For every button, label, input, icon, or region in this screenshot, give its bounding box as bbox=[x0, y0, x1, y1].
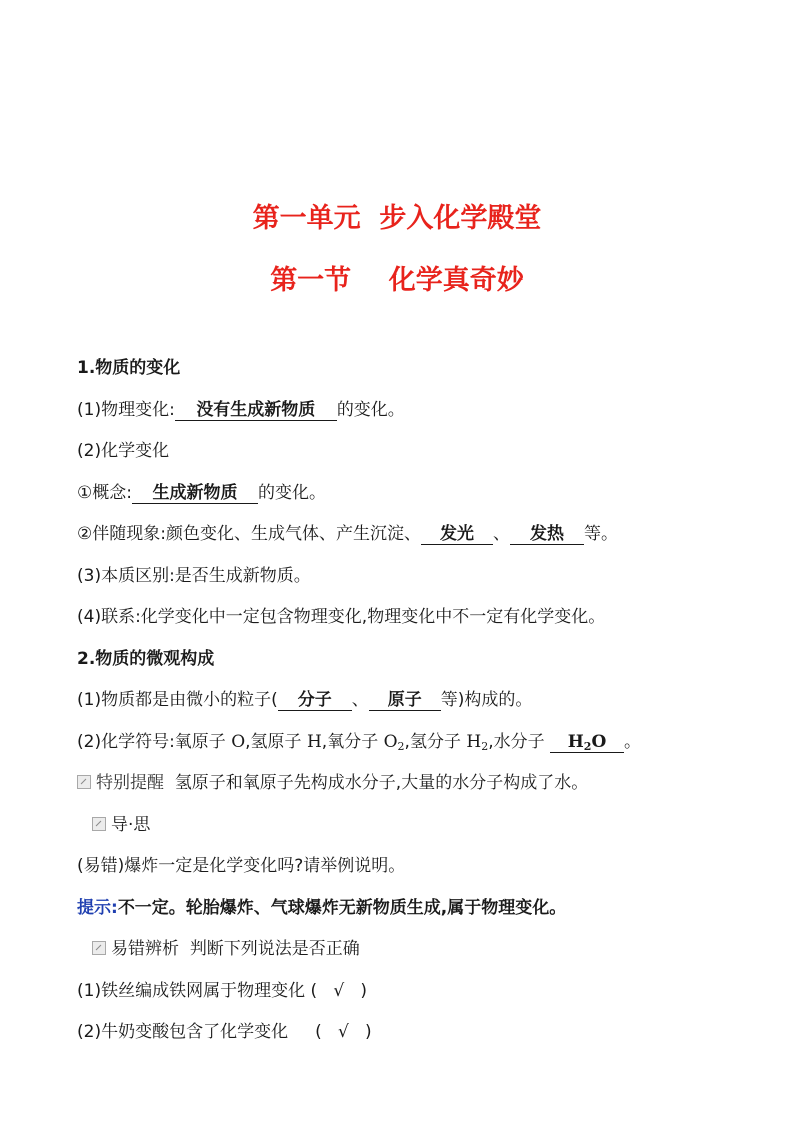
answer-blank: 分子 bbox=[278, 690, 352, 711]
guide-think bbox=[92, 814, 150, 836]
tip-label: 特别提醒 bbox=[96, 773, 164, 793]
answer-blank: 原子 bbox=[369, 690, 441, 711]
judge-label: 易错辨析 bbox=[111, 939, 179, 959]
section-name: 化学真奇妙 bbox=[388, 265, 524, 296]
judge-answer: √ bbox=[333, 981, 345, 1001]
unit-title bbox=[0, 196, 794, 235]
heading-material-change: 1.物质的变化 bbox=[77, 358, 181, 378]
section-number: 第一节 bbox=[270, 265, 352, 296]
line-essential-difference: (3)本质区别:是否生成新物质。 bbox=[77, 566, 311, 586]
judge-item-1: (1)铁丝编成铁网属于物理变化 ( √ ) bbox=[77, 981, 368, 1001]
section-title bbox=[0, 258, 794, 297]
answer-blank: 发热 bbox=[510, 524, 584, 545]
guide-marker-icon bbox=[92, 817, 106, 831]
judge-header: 易错辨析 判断下列说法是否正确 bbox=[92, 938, 360, 960]
guide-label: 导·思 bbox=[111, 815, 151, 835]
heading-micro-structure: 2.物质的微观构成 bbox=[77, 649, 215, 669]
line-chemical-change: (2)化学变化 bbox=[77, 441, 170, 461]
line-physical-change: (1)物理变化: 没有生成新物质 的变化。 bbox=[77, 400, 405, 420]
guide-question: (易错)爆炸一定是化学变化吗?请举例说明。 bbox=[77, 856, 406, 876]
line-particles: (1)物质都是由微小的粒子( 分子 、 原子 等)构成的。 bbox=[77, 690, 533, 710]
judge-answer: √ bbox=[337, 1022, 349, 1042]
line-concept: ①概念: 生成新物质 的变化。 bbox=[77, 483, 326, 503]
special-tip: 特别提醒 氢原子和氧原子先构成水分子,大量的水分子构成了水。 bbox=[77, 772, 588, 794]
answer-blank: 生成新物质 bbox=[132, 483, 258, 504]
tip-marker-icon bbox=[77, 775, 91, 789]
judge-item-2: (2)牛奶变酸包含了化学变化 ( √ ) bbox=[77, 1022, 372, 1042]
answer-blank: $H_2O$ bbox=[550, 732, 624, 753]
answer-blank: 发光 bbox=[421, 524, 493, 545]
guide-hint: 提示:不一定。轮胎爆炸、气球爆炸无新物质生成,属于物理变化。 bbox=[77, 898, 567, 918]
unit-name: 步入化学殿堂 bbox=[379, 203, 542, 234]
hint-label: 提示: bbox=[77, 898, 118, 918]
line-phenomena: ②伴随现象:颜色变化、生成气体、产生沉淀、 发光 、 发热 等。 bbox=[77, 524, 618, 544]
answer-blank: 没有生成新物质 bbox=[175, 400, 337, 421]
judge-marker-icon bbox=[92, 941, 106, 955]
line-chemical-symbols: (2)化学符号:氧原子 O,氢原子 H,氧分子 $O_2$,氢分子 $H_2$,水分子 $H_2O$ 。 bbox=[77, 732, 641, 753]
line-relation: (4)联系:化学变化中一定包含物理变化,物理变化中不一定有化学变化。 bbox=[77, 607, 606, 627]
unit-number: 第一单元 bbox=[252, 203, 361, 234]
